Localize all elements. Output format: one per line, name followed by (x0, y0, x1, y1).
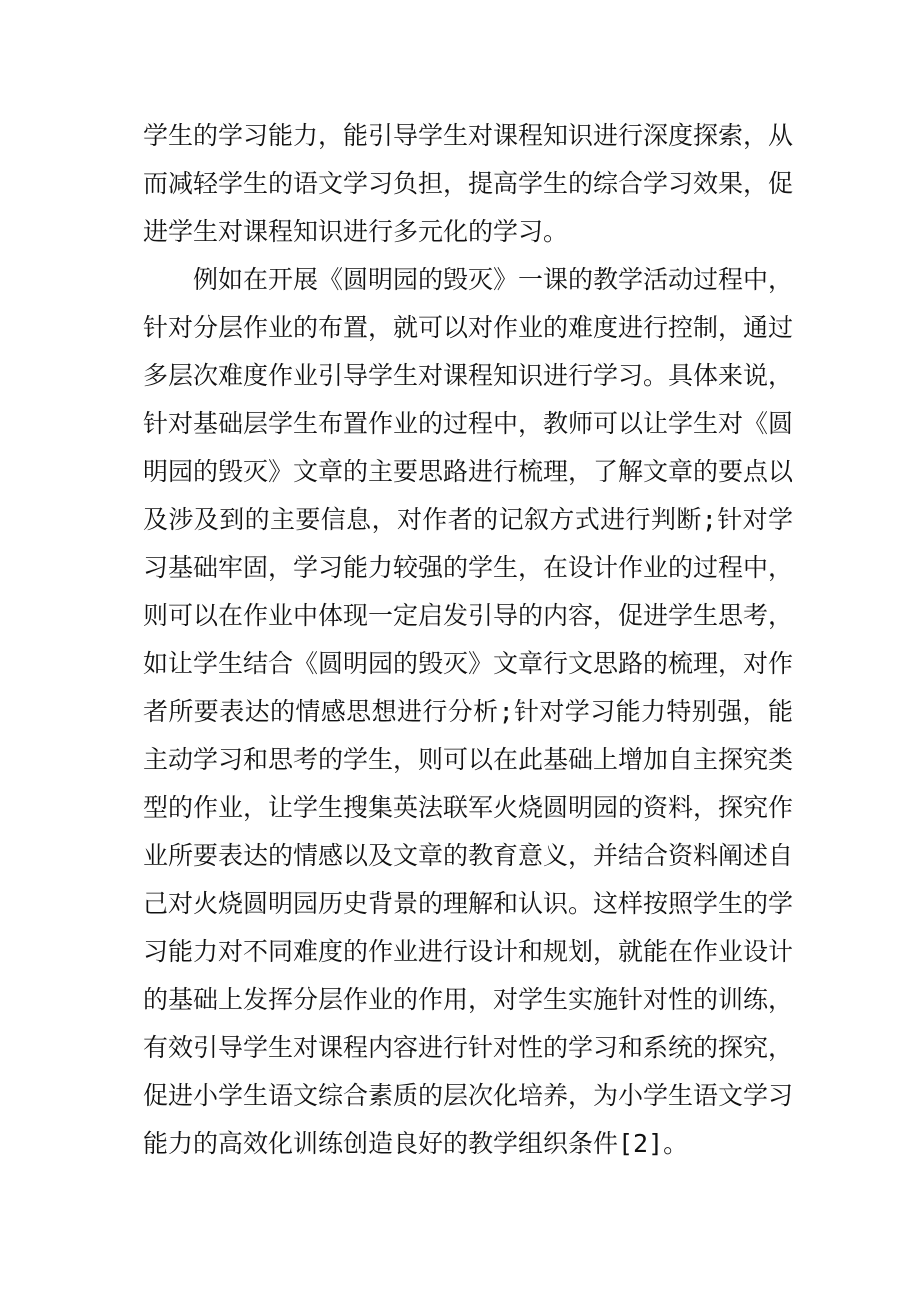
paragraph-line: 习基础牢固，学习能力较强的学生，在设计作业的过程中， (143, 553, 794, 582)
paragraph-line: 促进小学生语文综合素质的层次化培养，为小学生语文学习 (143, 1081, 794, 1110)
paragraph-line: 多层次难度作业引导学生对课程知识进行学习。具体来说， (143, 361, 794, 390)
paragraph-line: 及涉及到的主要信息，对作者的记叙方式进行判断;针对学 (143, 505, 793, 534)
paragraph-1 (143, 112, 793, 256)
paragraph-line: 如让学生结合《圆明园的毁灭》文章行文思路的梳理，对作 (143, 649, 794, 678)
paragraph-line: 者所要表达的情感思想进行分析;针对学习能力特别强，能 (143, 697, 793, 726)
paragraph-2 (143, 256, 793, 1168)
paragraph-line: 己对火烧圆明园历史背景的理解和认识。这样按照学生的学 (143, 889, 794, 918)
paragraph-line: 有效引导学生对课程内容进行针对性的学习和系统的探究， (143, 1033, 794, 1062)
paragraph-line: 针对分层作业的布置，就可以对作业的难度进行控制，通过 (143, 313, 794, 342)
paragraph-line: 型的作业，让学生搜集英法联军火烧圆明园的资料，探究作 (143, 793, 794, 822)
paragraph-line: 明园的毁灭》文章的主要思路进行梳理，了解文章的要点以 (143, 457, 794, 486)
paragraph-line: 学生的学习能力，能引导学生对课程知识进行深度探索，从 (143, 121, 794, 150)
paragraph-line: 主动学习和思考的学生，则可以在此基础上增加自主探究类 (143, 745, 794, 774)
paragraph-line: 能力的高效化训练创造良好的教学组织条件[2]。 (143, 1129, 689, 1158)
paragraph-line: 则可以在作业中体现一定启发引导的内容，促进学生思考， (143, 601, 794, 630)
paragraph-line: 例如在开展《圆明园的毁灭》一课的教学活动过程中， (193, 265, 794, 294)
paragraph-line: 业所要表达的情感以及文章的教育意义，并结合资料阐述自 (143, 841, 794, 870)
paragraph-line: 针对基础层学生布置作业的过程中，教师可以让学生对《圆 (143, 409, 794, 438)
paragraph-line: 的基础上发挥分层作业的作用，对学生实施针对性的训练， (143, 985, 794, 1014)
paragraph-line: 进学生对课程知识进行多元化的学习。 (143, 217, 569, 246)
paragraph-line: 而减轻学生的语文学习负担，提高学生的综合学习效果，促 (143, 169, 794, 198)
paragraph-line: 习能力对不同难度的作业进行设计和规划，就能在作业设计 (143, 937, 794, 966)
